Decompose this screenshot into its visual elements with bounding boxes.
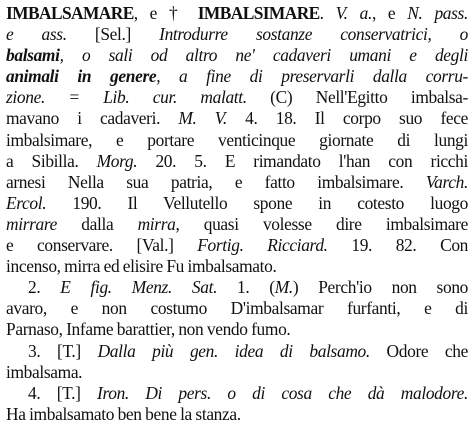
entry-line bbox=[6, 383, 468, 404]
headword: IMBALSAMARE bbox=[6, 3, 134, 23]
entry-text-segment: 190. Il Vellutello spone in cotesto luogo bbox=[46, 192, 468, 213]
entry-text-segment: Fortig. Ricciard. bbox=[197, 235, 328, 256]
entry-line bbox=[6, 3, 468, 24]
entry-text-segment: a Sibilla. bbox=[6, 150, 97, 171]
entry-text-segment: e ass. bbox=[6, 24, 67, 45]
entry-text-segment: Varch. bbox=[425, 171, 468, 192]
entry-text bbox=[6, 3, 468, 425]
entry-line bbox=[6, 193, 468, 214]
entry-text-segment: mavano i cadaveri. bbox=[6, 108, 179, 129]
entry-text-segment: 19. 82. Con bbox=[327, 235, 468, 256]
entry-line bbox=[6, 214, 468, 235]
entry-text-segment: , a fine di preservarli dalla corru- bbox=[156, 66, 468, 87]
entry-text-segment: E fig. Menz. Sat. bbox=[60, 277, 218, 298]
entry-text-segment: imbalsimare, e portare venticinque giornate di lungi bbox=[6, 129, 468, 150]
entry-text-segment: , quasi volesse dire imbalsimare bbox=[175, 213, 468, 234]
entry-line bbox=[6, 277, 468, 298]
entry-text-segment: e conservare. [Val.] bbox=[6, 235, 198, 256]
entry-line bbox=[6, 341, 468, 362]
entry-text-segment: Morg. bbox=[96, 150, 138, 171]
entry-text-segment: mirrare bbox=[6, 213, 58, 234]
entry-line bbox=[6, 235, 468, 256]
entry-text-segment: Odore che bbox=[369, 340, 468, 361]
entry-text-segment: M. bbox=[274, 277, 293, 298]
entry-line bbox=[6, 45, 468, 66]
entry-text-segment: Ercol. bbox=[6, 192, 47, 213]
entry-text-segment: [Sel.] bbox=[66, 24, 160, 45]
entry-text-segment: imbalsama. bbox=[6, 361, 83, 382]
entry-text-segment: avaro, e non costumo D'imbalsamar furfanti, e di bbox=[6, 298, 468, 319]
entry-text-segment: zione. = Lib. cur. malatt. bbox=[6, 87, 247, 108]
entry-text-segment: Ha imbalsamato ben bene la stanza. bbox=[6, 403, 241, 424]
entry-text-segment: 2. bbox=[28, 277, 61, 298]
entry-line bbox=[6, 108, 468, 129]
entry-text-segment: Dalla più gen. idea di balsamo. bbox=[97, 340, 370, 361]
entry-text-segment: mirra bbox=[137, 213, 176, 234]
entry-text-segment: arnesi Nella sua patria, e fatto imbalsimare. bbox=[6, 171, 426, 192]
entry-text-segment: 3. [T.] bbox=[28, 340, 98, 361]
entry-line bbox=[6, 87, 468, 108]
entry-text-segment: ) Perch'io non sono bbox=[292, 277, 468, 298]
entry-text-segment: 4. [T.] bbox=[28, 382, 98, 403]
entry-text-segment: Introdurre sostanze conservatrici, o bbox=[159, 24, 468, 45]
entry-text-segment: Iron. Di pers. o di cosa che dà malodore. bbox=[97, 382, 468, 403]
entry-line bbox=[6, 298, 468, 319]
entry-text-segment: o sali od altro ne' cadaveri umani e degli bbox=[81, 45, 468, 66]
entry-line bbox=[6, 130, 468, 151]
entry-text-segment: , e † bbox=[133, 3, 198, 23]
entry-text-segment: N. pass. bbox=[407, 3, 468, 23]
entry-line bbox=[6, 172, 468, 193]
entry-text-segment: V. a. bbox=[335, 3, 372, 23]
entry-line bbox=[6, 151, 468, 172]
entry-text-segment: 20. 5. E rimandato l'han con ricchi bbox=[137, 150, 468, 171]
entry-text-segment: , e bbox=[371, 3, 408, 23]
entry-line bbox=[6, 404, 468, 425]
entry-line bbox=[6, 66, 468, 87]
entry-text-segment: , bbox=[59, 45, 82, 66]
entry-text-segment: . bbox=[319, 3, 336, 23]
entry-text-segment: M. V. bbox=[178, 108, 227, 129]
entry-text-segment: dalla bbox=[57, 213, 138, 234]
headword: IMBALSIMARE bbox=[197, 3, 320, 23]
entry-text-segment: balsami bbox=[6, 45, 60, 66]
entry-line bbox=[6, 319, 468, 340]
entry-text-segment: Parnaso, Infame barattier, non vendo fumo. bbox=[6, 319, 291, 340]
entry-text-segment: 4. 18. Il corpo suo fece bbox=[226, 108, 468, 129]
entry-text-segment: animali in genere bbox=[6, 66, 157, 87]
entry-line bbox=[6, 24, 468, 45]
entry-line bbox=[6, 362, 468, 383]
entry-text-segment: (C) Nell'Egitto imbalsa- bbox=[246, 87, 468, 108]
entry-text-segment: 1. ( bbox=[217, 277, 275, 298]
entry-text-segment: incenso, mirra ed elisire Fu imbalsamato. bbox=[6, 256, 277, 277]
entry-line bbox=[6, 256, 468, 277]
